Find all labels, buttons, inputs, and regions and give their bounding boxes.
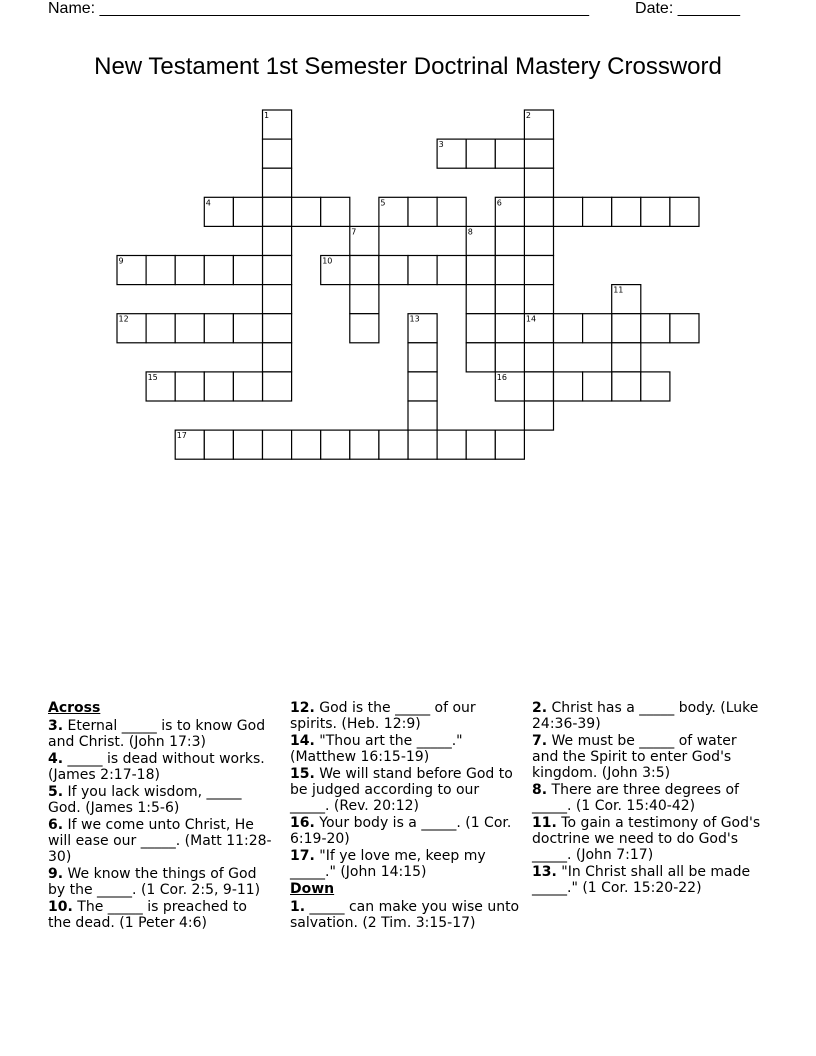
clue-number-label: 12. [290, 700, 315, 716]
grid-cell[interactable] [233, 430, 262, 459]
clue-text: Christ has a _____ body. (Luke 24:36-39) [532, 700, 759, 732]
grid-cell[interactable] [495, 343, 524, 372]
grid-cell[interactable] [524, 401, 553, 430]
clue-number-label: 2. [532, 700, 548, 716]
clue-text: _____ can make you wise unto salvation. (2 Tim. 3:15-17) [290, 899, 520, 931]
clue-down [532, 733, 764, 781]
grid-cell[interactable] [263, 314, 292, 343]
clue-column-2 [290, 700, 522, 932]
clue-text: If we come unto Christ, He will ease our _____. (Matt 11:28-30) [48, 817, 272, 865]
grid-cell[interactable] [263, 139, 292, 168]
grid-cell[interactable] [466, 343, 495, 372]
grid-cell[interactable] [350, 256, 379, 285]
grid-cell[interactable] [321, 197, 350, 226]
grid-cell[interactable] [204, 256, 233, 285]
grid-cell[interactable] [670, 314, 699, 343]
clue-number-label: 17. [290, 848, 315, 864]
clue-number-label: 1. [290, 899, 306, 915]
clue-across [48, 866, 274, 898]
clue-number: 3 [438, 140, 444, 150]
grid-cell[interactable] [292, 430, 321, 459]
grid-cell[interactable] [263, 343, 292, 372]
grid-cell[interactable] [175, 256, 204, 285]
clue-column-3 [532, 700, 764, 897]
grid-cell[interactable] [554, 372, 583, 401]
clue-across [48, 817, 274, 865]
clue-column-1 [48, 700, 274, 932]
grid-cell[interactable] [146, 256, 175, 285]
clue-number-label: 6. [48, 817, 64, 833]
clue-number: 11 [613, 285, 624, 295]
grid-cell[interactable] [612, 197, 641, 226]
grid-cell[interactable] [524, 256, 553, 285]
grid-cell[interactable] [495, 430, 524, 459]
clue-text: Eternal _____ is to know God and Christ. (John 17:3) [48, 718, 266, 750]
clue-number-label: 9. [48, 866, 64, 882]
grid-cell[interactable] [583, 197, 612, 226]
grid-cell[interactable] [583, 314, 612, 343]
grid-cell[interactable] [524, 168, 553, 197]
grid-cell[interactable] [204, 372, 233, 401]
grid-cell[interactable] [408, 430, 437, 459]
grid-cell[interactable] [641, 372, 670, 401]
clue-number: 9 [118, 256, 124, 266]
clue-text: "Thou art the _____." (Matthew 16:15-19) [290, 733, 463, 765]
grid-cell[interactable] [233, 197, 262, 226]
grid-cell[interactable] [292, 197, 321, 226]
grid-cell[interactable] [408, 256, 437, 285]
clue-number: 14 [525, 314, 537, 324]
clue-number: 7 [351, 227, 357, 237]
grid-cell[interactable] [263, 372, 292, 401]
clue-text: "If ye love me, keep my _____." (John 14:15) [290, 848, 486, 880]
clue-down [532, 864, 764, 896]
grid-cell[interactable] [466, 256, 495, 285]
grid-cell[interactable] [350, 430, 379, 459]
clue-number-label: 13. [532, 864, 557, 880]
grid-cell[interactable] [612, 343, 641, 372]
grid-cell[interactable] [175, 314, 204, 343]
down-heading: Down [290, 881, 335, 897]
grid-cell[interactable] [408, 197, 437, 226]
grid-cell[interactable] [612, 314, 641, 343]
grid-cell[interactable] [524, 372, 553, 401]
name-field[interactable]: Name: _______________________________________________________ [48, 0, 589, 17]
grid-cell[interactable] [350, 314, 379, 343]
clue-number-label: 15. [290, 766, 315, 782]
clue-number-label: 4. [48, 751, 64, 767]
grid-cell[interactable] [350, 285, 379, 314]
clue-number: 5 [380, 198, 386, 208]
grid-cell[interactable] [466, 430, 495, 459]
grid-cell[interactable] [524, 197, 553, 226]
grid-cell[interactable] [204, 314, 233, 343]
clue-down [532, 700, 764, 732]
grid-cell[interactable] [466, 139, 495, 168]
clue-number-label: 16. [290, 815, 315, 831]
grid-cell[interactable] [524, 343, 553, 372]
clue-down [290, 899, 522, 931]
grid-cell[interactable] [524, 139, 553, 168]
clue-across [48, 784, 274, 816]
grid-cell[interactable] [204, 430, 233, 459]
clue-text: We will stand before God to be judged according to our _____. (Rev. 20:12) [290, 766, 513, 814]
clue-down [532, 815, 764, 863]
clue-across [48, 718, 274, 750]
grid-cell[interactable] [495, 285, 524, 314]
grid-cell[interactable] [263, 285, 292, 314]
clue-across [48, 751, 274, 783]
grid-cell[interactable] [146, 314, 175, 343]
clue-across [290, 815, 522, 847]
clue-text: _____ is dead without works. (James 2:17-18) [48, 751, 265, 783]
clue-text: To gain a testimony of God's doctrine we need to do God's _____. (John 7:17) [532, 815, 761, 863]
clue-number-label: 10. [48, 899, 73, 915]
clue-number: 4 [205, 198, 211, 208]
grid-cell[interactable] [495, 256, 524, 285]
grid-cell[interactable] [263, 168, 292, 197]
across-heading: Across [48, 700, 101, 716]
clue-text: If you lack wisdom, _____ God. (James 1:5-6) [48, 784, 242, 816]
clue-number: 17 [176, 431, 187, 441]
crossword-grid [0, 0, 816, 480]
grid-cell[interactable] [437, 197, 466, 226]
grid-cell[interactable] [495, 139, 524, 168]
grid-cell[interactable] [524, 226, 553, 255]
clue-across [290, 766, 522, 814]
grid-cell[interactable] [437, 430, 466, 459]
clue-number: 6 [496, 198, 502, 208]
grid-cell[interactable] [641, 314, 670, 343]
grid-cell[interactable] [466, 285, 495, 314]
clue-number-label: 5. [48, 784, 64, 800]
page-title: New Testament 1st Semester Doctrinal Mastery Crossword [94, 53, 722, 80]
clue-down [532, 782, 764, 814]
grid-cell[interactable] [495, 226, 524, 255]
grid-cell[interactable] [379, 256, 408, 285]
grid-cell[interactable] [670, 197, 699, 226]
grid-cell[interactable] [437, 256, 466, 285]
clue-number: 1 [264, 111, 270, 120]
clue-number-label: 7. [532, 733, 548, 749]
clue-number-label: 11. [532, 815, 557, 831]
grid-cell[interactable] [641, 197, 670, 226]
clue-text: There are three degrees of _____. (1 Cor. 15:40-42) [532, 782, 739, 814]
grid-cell[interactable] [583, 372, 612, 401]
grid-cell[interactable] [379, 430, 408, 459]
grid-cell[interactable] [233, 256, 262, 285]
grid-cell[interactable] [554, 197, 583, 226]
grid-cell[interactable] [408, 343, 437, 372]
grid-cell[interactable] [175, 372, 204, 401]
clue-text: "In Christ shall all be made _____." (1 Cor. 15:20-22) [532, 864, 751, 896]
grid-cell[interactable] [524, 285, 553, 314]
clue-number: 10 [322, 256, 333, 266]
clue-number: 8 [467, 227, 473, 237]
clue-number: 15 [147, 372, 158, 382]
clue-number: 13 [409, 314, 420, 324]
grid-cell[interactable] [408, 401, 437, 430]
grid-cell[interactable] [263, 197, 292, 226]
grid-cell[interactable] [408, 372, 437, 401]
grid-cell[interactable] [263, 226, 292, 255]
clue-number-label: 14. [290, 733, 315, 749]
clue-number-label: 3. [48, 718, 64, 734]
clue-text: We know the things of God by the _____. (1 Cor. 2:5, 9-11) [48, 866, 261, 898]
clue-text: Your body is a _____. (1 Cor. 6:19-20) [290, 815, 512, 847]
clue-text: The _____ is preached to the dead. (1 Peter 4:6) [48, 899, 247, 931]
clue-text: We must be _____ of water and the Spirit to enter God's kingdom. (John 3:5) [532, 733, 737, 781]
clue-number: 2 [525, 111, 531, 120]
grid-cell[interactable] [263, 256, 292, 285]
grid-cell[interactable] [495, 314, 524, 343]
clue-across [290, 733, 522, 765]
clue-number-label: 8. [532, 782, 548, 798]
clue-text: God is the _____ of our spirits. (Heb. 12:9) [290, 700, 476, 732]
clue-number: 16 [496, 372, 507, 382]
clue-across [290, 700, 522, 732]
date-field[interactable]: Date: _______ [635, 0, 740, 17]
grid-cell[interactable] [263, 430, 292, 459]
grid-cell[interactable] [233, 372, 262, 401]
grid-cell[interactable] [321, 430, 350, 459]
clue-across [290, 848, 522, 880]
clue-number: 12 [118, 314, 129, 324]
clue-across [48, 899, 274, 931]
grid-cell[interactable] [612, 372, 641, 401]
grid-cell[interactable] [554, 314, 583, 343]
grid-cell[interactable] [233, 314, 262, 343]
grid-cell[interactable] [466, 314, 495, 343]
